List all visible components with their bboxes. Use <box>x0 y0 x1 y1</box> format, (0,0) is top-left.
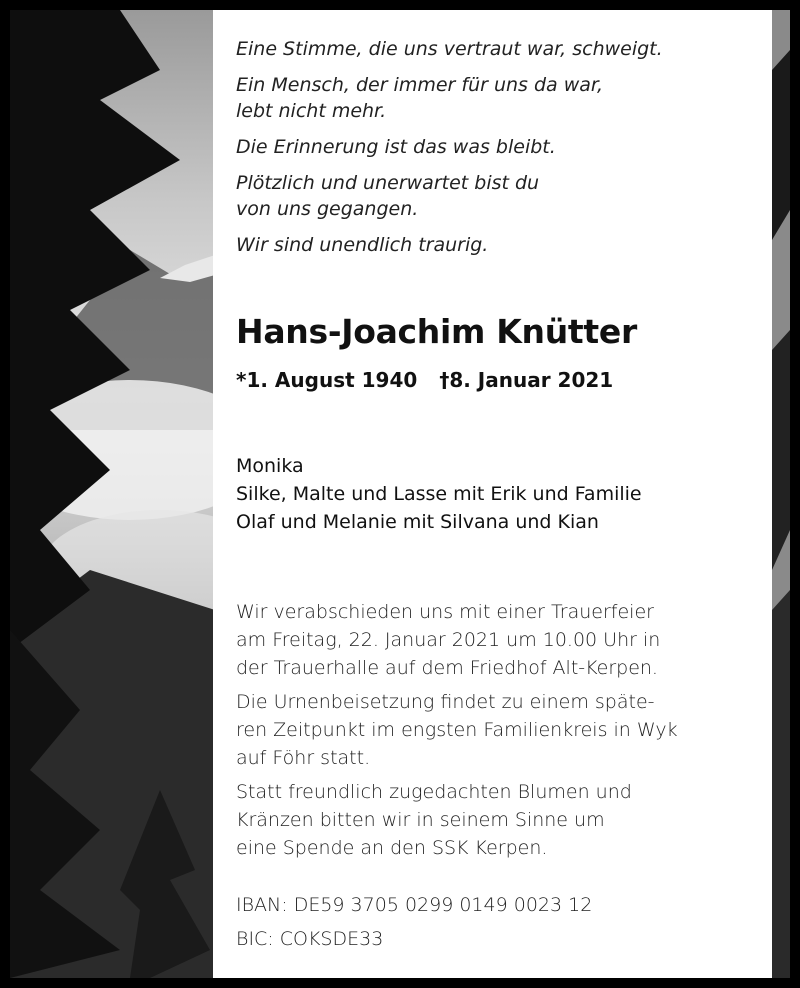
text-line: eine Spende an den SSK Kerpen. <box>236 837 548 859</box>
poem-line: Ein Mensch, der immer für uns da war, <box>236 74 604 96</box>
text-line: Wir verabschieden uns mit einer Trauerfeier <box>236 601 654 623</box>
text-line: am Freitag, 22. Januar 2021 um 10.00 Uhr in <box>236 629 661 651</box>
text-line: auf Föhr statt. <box>236 747 371 769</box>
text-line: Kränzen bitten wir in seinem Sinne um <box>236 809 605 831</box>
birth-date: *1. August 1940 <box>236 368 418 392</box>
poem-stanza-5 <box>236 232 756 258</box>
iban: IBAN: DE59 3705 0299 0149 0023 12 <box>236 894 593 916</box>
text-line: Statt freundlich zugedachten Blumen und <box>236 781 632 803</box>
family-list <box>236 452 642 536</box>
text-line: Die Urnenbeisetzung findet zu einem späte- <box>236 691 655 713</box>
poem-stanza-4 <box>236 170 756 222</box>
text-line: ren Zeitpunkt im engsten Familienkreis in Wyk <box>236 719 678 741</box>
bank-details <box>236 888 592 956</box>
poem-line: Wir sind unendlich traurig. <box>236 234 489 256</box>
family-line: Olaf und Melanie mit Silvana und Kian <box>236 511 599 533</box>
ceremony-paragraph <box>236 598 766 682</box>
bic: BIC: COKSDE33 <box>236 928 384 950</box>
poem-line: lebt nicht mehr. <box>236 100 387 122</box>
ceremony-info <box>236 598 766 868</box>
death-date: †8. Januar 2021 <box>439 368 614 392</box>
burial-paragraph <box>236 688 766 772</box>
donation-paragraph <box>236 778 766 862</box>
text-line: der Trauerhalle auf dem Friedhof Alt-Kerpen. <box>236 657 658 679</box>
poem-stanza-1 <box>236 36 756 62</box>
poem-stanza-3 <box>236 134 756 160</box>
poem-line: Eine Stimme, die uns vertraut war, schweigt. <box>236 38 663 60</box>
family-line: Silke, Malte und Lasse mit Erik und Familie <box>236 483 642 505</box>
poem-line: Die Erinnerung ist das was bleibt. <box>236 136 556 158</box>
poem-line: von uns gegangen. <box>236 198 419 220</box>
poem-stanza-2 <box>236 72 756 124</box>
deceased-name: Hans-Joachim Knütter <box>236 312 637 351</box>
poem <box>236 36 756 268</box>
poem-line: Plötzlich und unerwartet bist du <box>236 172 540 194</box>
family-line: Monika <box>236 455 304 477</box>
life-dates <box>236 368 635 392</box>
